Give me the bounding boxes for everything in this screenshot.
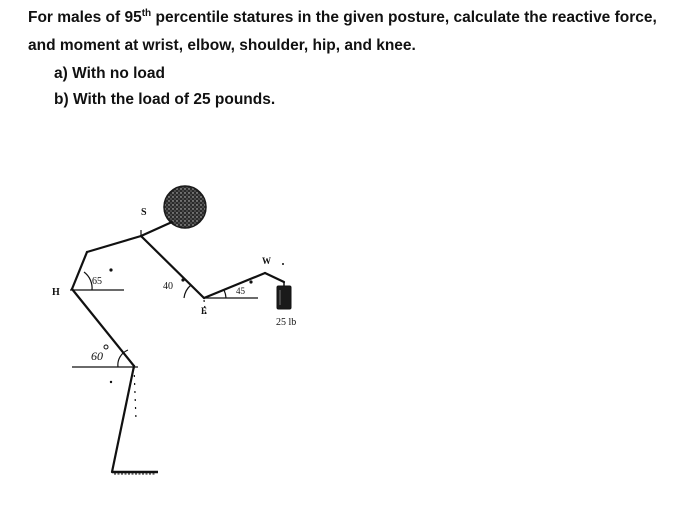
knee-degree-symbol: [104, 345, 108, 349]
part-a-text: With no load: [72, 65, 165, 82]
question-text-start: For males of 95: [28, 9, 142, 26]
load-weight: [277, 282, 291, 309]
elbow-label: E: [201, 306, 208, 316]
thigh-segment: [72, 289, 134, 366]
question-superscript: th: [141, 7, 152, 19]
knee-mark-dot: [110, 381, 112, 383]
elbow-angle-label: 45: [236, 286, 245, 296]
hip-label: H: [52, 287, 60, 298]
shoulder-label: S: [141, 207, 147, 218]
wrist-label: W: [262, 256, 271, 266]
hip-angle-label: 65: [92, 276, 102, 287]
shank-segment: [112, 366, 134, 472]
trunk-segment: [87, 236, 141, 252]
shoulder-angle-label: 40: [163, 281, 173, 292]
hip-angle-arc: [84, 272, 92, 290]
part-b-text: With the load of 25 pounds.: [72, 91, 276, 108]
wrist-mark-dot: [282, 263, 284, 265]
knee-vertical-reference-line: [134, 367, 136, 420]
elbow-angle-arc: [184, 285, 191, 298]
elbow-mark-dot: [181, 278, 184, 281]
hip-mark-dot: [109, 268, 112, 271]
load-label: 25 lb: [276, 317, 297, 328]
knee-angle-arc: [118, 350, 128, 367]
neck-segment: [141, 222, 172, 236]
part-b-label: b): [54, 91, 69, 108]
question-text-end: percentile statures in the given posture, calculate the reactive force, and moment at wrist, elbow, shoulder, hip, and knee.: [28, 9, 657, 54]
trunk-back-segment: [72, 252, 87, 289]
forearm-mark-dot: [249, 280, 252, 283]
load-block: [277, 286, 291, 309]
hand-segment: [265, 273, 284, 282]
elbow-forearm-angle-arc: [224, 290, 226, 298]
forearm-segment: [204, 273, 265, 298]
part-a-label: a): [54, 65, 68, 82]
knee-angle-label: 60: [91, 349, 103, 363]
